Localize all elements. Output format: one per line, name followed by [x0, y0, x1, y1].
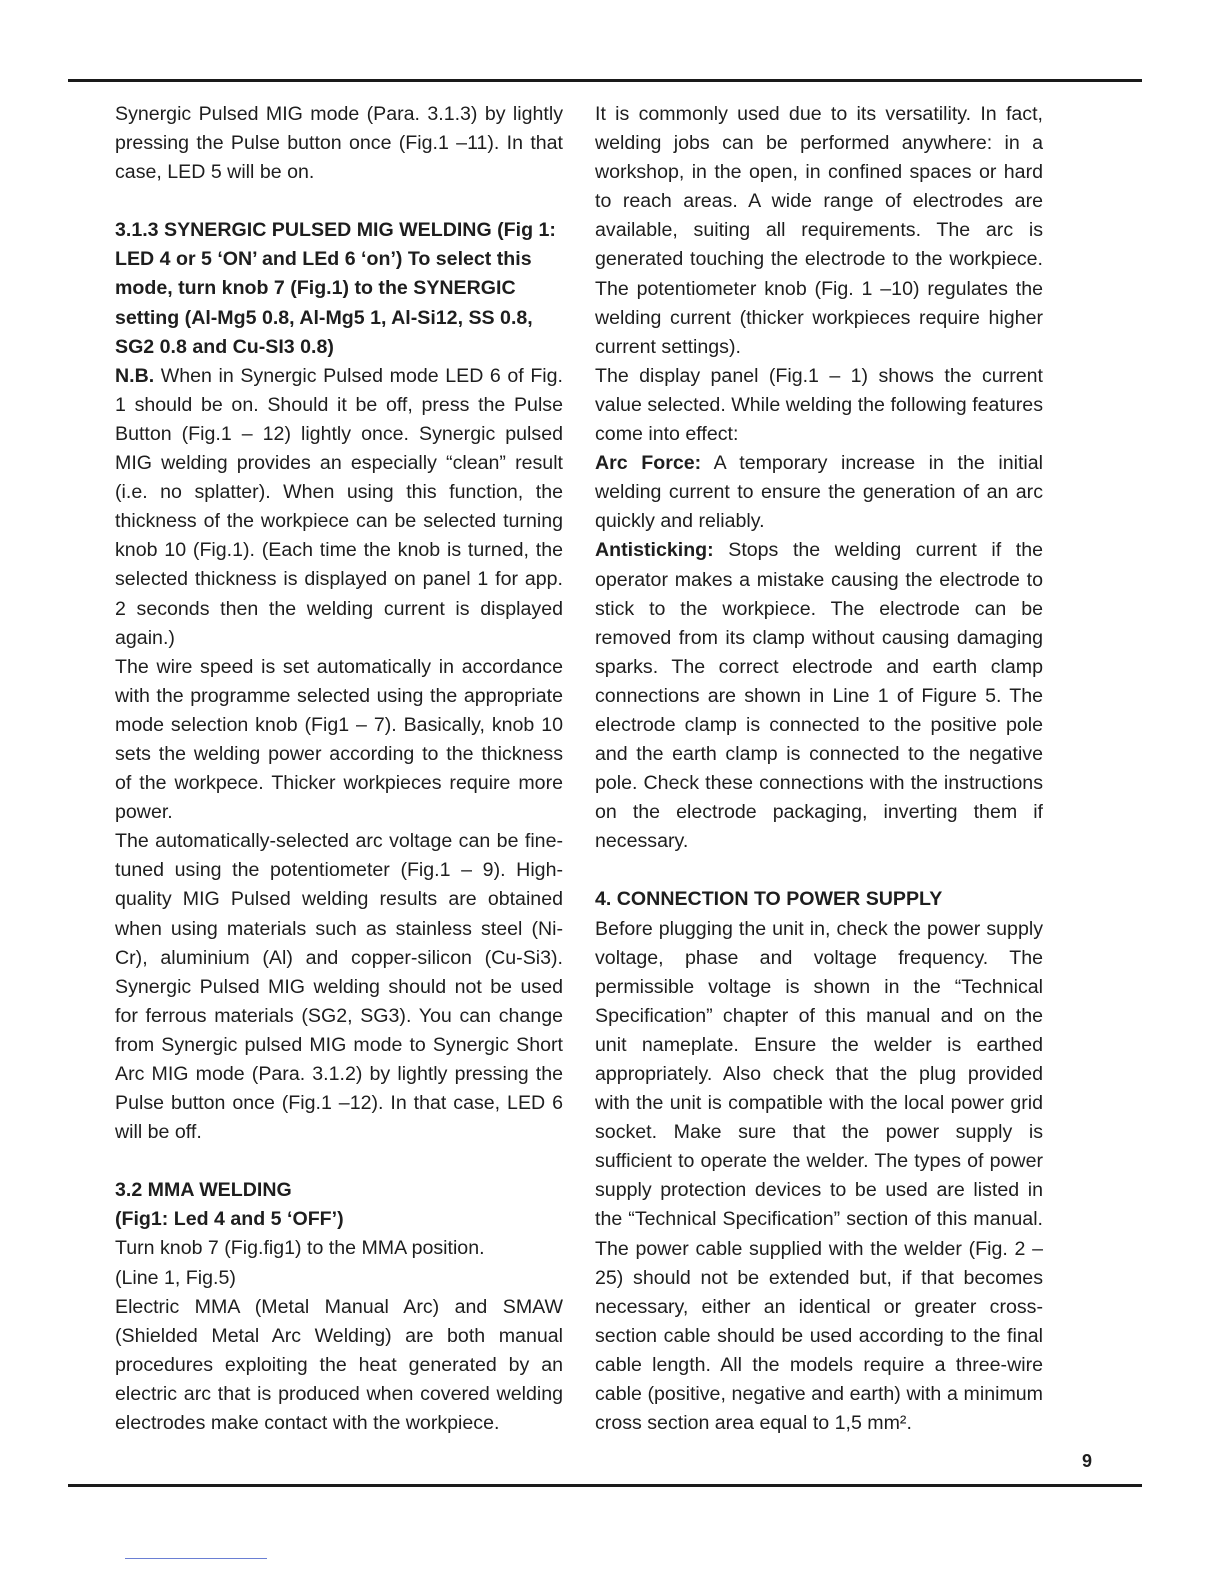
nb-label: N.B.	[115, 364, 155, 387]
heading-3-1-3: 3.1.3 SYNERGIC PULSED MIG WELDING (Fig 1: LED 4 or 5 ‘ON’ and LEd 6 ‘on’) To select this mode, turn knob 7 (Fig.1) to the SYNERGIC setting (Al-Mg5 0.8, Al-Mg5 1, Al-Si12, SS 0.8, SG2 0.8 and Cu-SI3 0.8)	[115, 219, 556, 358]
paragraph-display-panel: The display panel (Fig.1 – 1) shows the current value selected. While welding the following features come into effect:	[595, 364, 1043, 446]
paragraph-nb	[115, 362, 563, 653]
page-number: 9	[1082, 1451, 1093, 1471]
bottom-rule	[68, 1484, 1142, 1487]
nb-text: When in Synergic Pulsed mode LED 6 of Fig. 1 should be on. Should it be off, press the Pulse Button (Fig.1 – 12) lightly once. Synergic pulsed MIG welding provides an especially “clean” result (i.e. no splatter). When using this function, the thickness of the workpiece can be selected turning knob 10 (Fig.1). (Each time the knob is turned, the selected thickness is displayed on panel 1 for app. 2 seconds then the welding current is displayed again.)	[115, 364, 563, 649]
bottom-stub-line	[125, 1558, 267, 1559]
antisticking-label: Antisticking:	[595, 539, 714, 562]
paragraph-wire-speed: The wire speed is set automatically in accordance with the programme selected using the appropriate mode selection knob (Fig1 – 7). Basically, knob 10 sets the welding power according to the thickness of the workpece. Thicker workpieces require more power.	[115, 655, 563, 824]
left-column	[115, 100, 563, 1438]
antisticking-text: Stops the welding current if the operator makes a mistake causing the electrode to stick to the workpiece. The electrode can be removed from its clamp without causing damaging sparks. The correct electrode and earth clamp connections are shown in Line 1 of Figure 5. The electrode clamp is connected to the positive pole and the earth clamp is connected to the negative pole. Check these connections with the instructions on the electrode packaging, inverting them if necessary.	[595, 539, 1043, 853]
paragraph-antisticking	[595, 536, 1043, 856]
line-turn-knob: Turn knob 7 (Fig.fig1) to the MMA position.	[115, 1237, 485, 1260]
paragraph-power-supply: Before plugging the unit in, check the power supply voltage, phase and voltage frequency. The permissible voltage is shown in the “Technical Specification” chapter of this manual and on the unit nameplate. Ensure the welder is earthed appropriately. Also check that the plug provided with the unit is compatible with the local power grid socket. Make sure that the power supply is sufficient to operate the welder. The types of power supply protection devices to be used are listed in the “Technical Specification” section of this manual. The power cable supplied with the welder (Fig. 2 –25) should not be extended but, if that becomes necessary, either an identical or greater cross-section cable should be used according to the final cable length. All the models require a three-wire cable (positive, negative and earth) with a minimum cross section area equal to 1,5 mm².	[595, 917, 1043, 1435]
heading-4: 4. CONNECTION TO POWER SUPPLY	[595, 888, 943, 911]
top-rule	[68, 79, 1142, 82]
heading-3-2: 3.2 MMA WELDING	[115, 1179, 292, 1202]
paragraph-versatility: It is commonly used due to its versatility. In fact, welding jobs can be performed anywhere: in a workshop, in the open, in confined spaces or hard to reach areas. A wide range of electrodes are available, suiting all requirements. The arc is generated touching the electrode to the workpiece. The potentiometer knob (Fig. 1 –10) regulates the welding current (thicker workpieces require higher current settings).	[595, 103, 1043, 358]
line-figure-ref: (Line 1, Fig.5)	[115, 1266, 236, 1289]
heading-3-2-sub: (Fig1: Led 4 and 5 ‘OFF’)	[115, 1208, 344, 1231]
arc-force-label: Arc Force:	[595, 452, 702, 475]
paragraph-arc-voltage: The automatically-selected arc voltage can be fine-tuned using the potentiometer (Fig.1 – 9). High-quality MIG Pulsed welding results are obtained when using materials such as stainless steel (Ni-Cr), aluminium (Al) and copper-silicon (Cu-Si3). Synergic Pulsed MIG welding should not be used for ferrous materials (SG2, SG3). You can change from Synergic pulsed MIG mode to Synergic Short Arc MIG mode (Para. 3.1.2) by lightly pressing the Pulse button once (Fig.1 –12). In that case, LED 6 will be off.	[115, 830, 563, 1144]
paragraph-arc-force	[595, 449, 1043, 536]
paragraph-mma: Electric MMA (Metal Manual Arc) and SMAW (Shielded Metal Arc Welding) are both manual procedures exploiting the heat generated by an electric arc that is produced when covered welding electrodes make contact with the workpiece.	[115, 1295, 563, 1435]
arc-force-text: A temporary increase in the initial welding current to ensure the generation of an arc quickly and reliably.	[595, 452, 1044, 533]
paragraph-pulse-mode: Synergic Pulsed MIG mode (Para. 3.1.3) by lightly pressing the Pulse button once (Fig.1 –11). In that case, LED 5 will be on.	[115, 103, 563, 184]
right-column	[595, 100, 1043, 1438]
